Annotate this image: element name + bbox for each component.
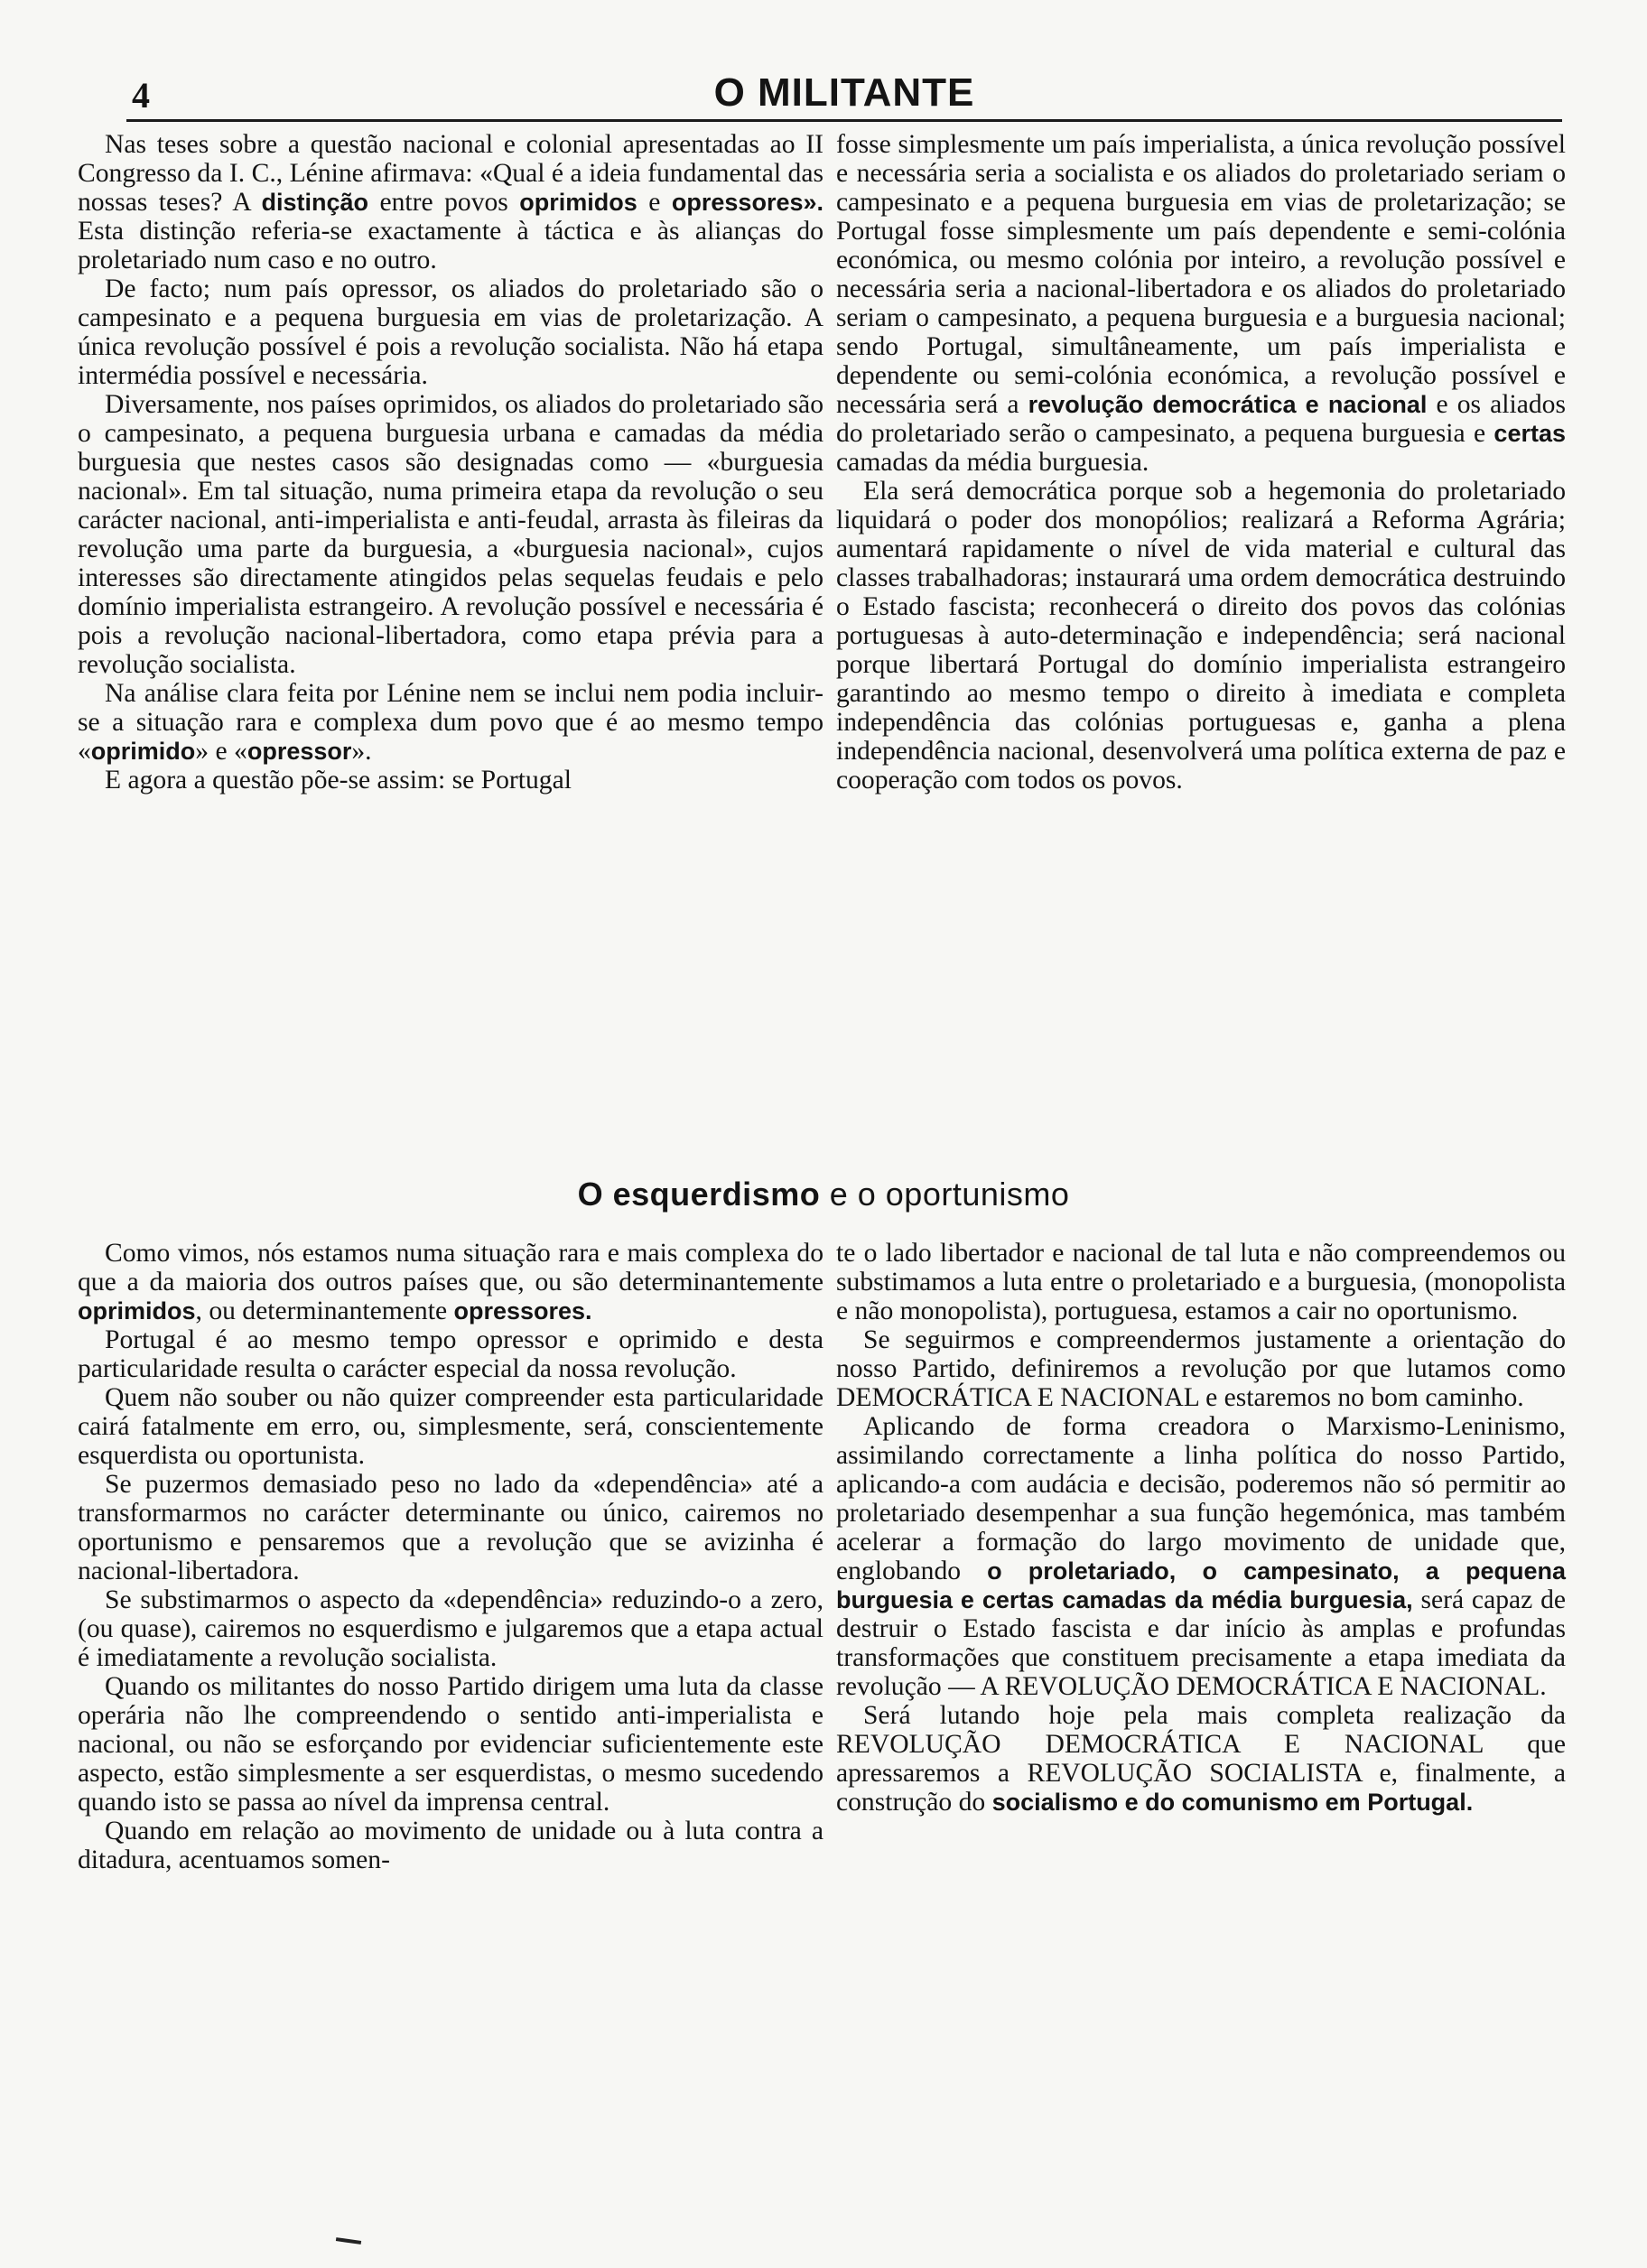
masthead-rule [126,119,1562,122]
article-column-1 [78,130,824,795]
paragraph: Aplicando de forma creadora o Marxismo-Leninismo, assimilando correctamente a linha política do nosso Partido, aplicando-a com audácia e decisão, poderemos não só permitir ao proletariado desempenhar a sua função hegemónica, mas também acelerar a formação do largo movimento de unidade que, englobando o proletariado, o campesinato, a pequena burguesia e certas camadas da média burguesia, será capaz de destruir o Estado fascista e dar início às amplas e profundas transformações que constituem precisamente a etapa imediata da revolução — A REVOLUÇÃO DEMOCRÁTICA E NACIONAL. [836,1412,1566,1701]
paragraph: Se substimarmos o aspecto da «dependência» reduzindo-o a zero, (ou quase), cairemos no esquerdismo e julgaremos que a etapa actual é imediatamente a revolução socialista. [78,1585,824,1672]
paragraph: Quando os militantes do nosso Partido dirigem uma luta da classe operária não lhe compreendendo o sentido anti-imperialista e nacional, ou não se esforçando por evidenciar suficientemente este aspecto, estão simplesmente a ser esquerdistas, o mesmo sucedendo quando isto se passa ao nível da imprensa central. [78,1672,824,1817]
print-artifact [336,2237,361,2245]
paragraph: Quem não souber ou não quizer compreender esta particularidade cairá fatalmente em erro, ou, simplesmente, será, conscientemente esquerdista ou oportunista. [78,1383,824,1470]
paragraph: Na análise clara feita por Lénine nem se inclui nem podia incluir-se a situação rara e complexa dum povo que é ao mesmo tempo «oprimido» e «opressor». [78,679,824,766]
paragraph: Será lutando hoje pela mais completa realização da REVOLUÇÃO DEMOCRÁTICA E NACIONAL que apressaremos a REVOLUÇÃO SOCIALISTA e, finalmente, a construção do socialismo e do comunismo em Portugal. [836,1701,1566,1817]
newspaper-title: O MILITANTE [713,70,975,115]
article-column-2 [836,130,1566,795]
paragraph: Se puzermos demasiado peso no lado da «dependência» até a transformarmos no carácter determinante ou único, cairemos no oportunismo e pensaremos que a revolução que se avizinha é nacional-libertadora. [78,1470,824,1585]
paragraph: fosse simplesmente um país imperialista, a única revolução possível e necessária seria a socialista e os aliados do proletariado seriam o campesinato e a pequena burguesia em vias de proletarização; se Portugal fosse simplesmente um país dependente e semi-colónia económica, ou mesmo colónia por inteiro, a revolução possível e necessária seria a nacional-libertadora e os aliados do proletariado seriam o campesinato, a pequena burguesia e a burguesia nacional; sendo Portugal, simultâneamente, um país imperialista e dependente ou semi-colónia económica, a revolução possível e necessária será a revolução democrática e nacional e os aliados do proletariado serão o campesinato, a pequena burguesia e certas camadas da média burguesia. [836,130,1566,477]
paragraph: te o lado libertador e nacional de tal luta e não compreendemos ou substimamos a luta entre o proletariado e a burguesia, (monopolista e não monopolista), portuguesa, estamos a cair no oportunismo. [836,1239,1566,1325]
paragraph: De facto; num país opressor, os aliados do proletariado são o campesinato e a pequena burguesia em vias de proletarização. A única revolução possível é pois a revolução socialista. Não há etapa intermédia possível e necessária. [78,274,824,390]
paragraph: Se seguirmos e compreendermos justamente a orientação do nosso Partido, definiremos a revolução por que lutamos como DEMOCRÁTICA E NACIONAL e estaremos no bom caminho. [836,1325,1566,1412]
paragraph: Ela será democrática porque sob a hegemonia do proletariado liquidará o poder dos monopólios; realizará a Reforma Agrária; aumentará rapidamente o nível de vida material e cultural das classes trabalhadoras; instaurará uma ordem democrática destruindo o Estado fascista; reconhecerá o direito dos povos das colónias portuguesas à auto-determinação e independência; será nacional porque libertará Portugal do domínio imperialista estrangeiro garantindo ao mesmo tempo o direito à imediata e completa independência das colónias portuguesas e, ganha a plena independência nacional, desenvolverá uma política externa de paz e cooperação com todos os povos. [836,477,1566,795]
paragraph: Diversamente, nos países oprimidos, os aliados do proletariado são o campesinato, a pequena burguesia urbana e camadas da média burguesia que nestes casos são designadas como — «burguesia nacional». Em tal situação, numa primeira etapa da revolução o seu carácter nacional, anti-imperialista e anti-feudal, arrasta às fileiras da revolução uma parte da burguesia, a «burguesia nacional», cujos interesses são directamente atingidos pelas sequelas feudais e pelo domínio imperialista estrangeiro. A revolução possível e necessária é pois a revolução nacional-libertadora, como etapa prévia para a revolução socialista. [78,390,824,679]
paragraph: Como vimos, nós estamos numa situação rara e mais complexa do que a da maioria dos outros países que, ou são determinantemente oprimidos, ou determinantemente opressores. [78,1239,824,1325]
paragraph: Portugal é ao mesmo tempo opressor e oprimido e desta particularidade resulta o carácter especial da nossa revolução. [78,1325,824,1383]
paragraph: Nas teses sobre a questão nacional e colonial apresentadas ao II Congresso da I. C., Lénine afirmava: «Qual é a ideia fundamental das nossas teses? A distinção entre povos oprimidos e opressores». Esta distinção referia-se exactamente à táctica e às alianças do proletariado num caso e no outro. [78,130,824,274]
masthead [126,70,1562,123]
paragraph: E agora a questão põe-se assim: se Portugal [105,766,572,795]
section-heading: O esquerdismo e o oportunismo [577,1176,1070,1213]
page-number: 4 [132,75,150,116]
paragraph: Quando em relação ao movimento de unidade ou à luta contra a ditadura, acentuamos somen- [78,1817,824,1874]
article-column-4 [836,1239,1566,1817]
article-column-3 [78,1239,824,1874]
